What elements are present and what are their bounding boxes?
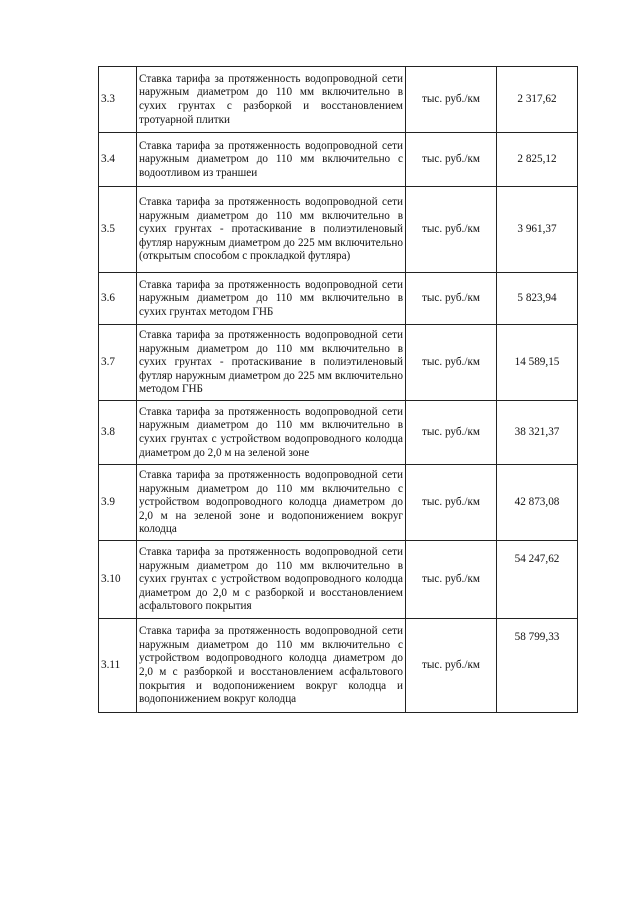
row-unit: тыс. руб./км: [406, 325, 497, 401]
row-value: 2 825,12: [497, 133, 578, 187]
row-description: Ставка тарифа за протяженность водопроводной сети наружным диаметром до 110 мм включительно с устройством водопроводного колодца диаметром до 2,0 м на зеленой зоне и водопонижением вокруг колодца: [137, 464, 406, 540]
row-value: 54 247,62: [497, 540, 578, 618]
table-row: [99, 325, 578, 401]
row-number: 3.6: [99, 273, 137, 325]
row-value: 14 589,15: [497, 325, 578, 401]
row-number: 3.11: [99, 618, 137, 712]
document-page: [98, 66, 567, 713]
row-description: Ставка тарифа за протяженность водопроводной сети наружным диаметром до 110 мм включительно в сухих грунтах методом ГНБ: [137, 273, 406, 325]
row-number: 3.4: [99, 133, 137, 187]
table-row: [99, 133, 578, 187]
row-value: 2 317,62: [497, 67, 578, 133]
tariff-table: [98, 66, 578, 713]
row-unit: тыс. руб./км: [406, 133, 497, 187]
table-row: [99, 540, 578, 618]
row-unit: тыс. руб./км: [406, 67, 497, 133]
row-value: 5 823,94: [497, 273, 578, 325]
table-row: [99, 187, 578, 273]
row-unit: тыс. руб./км: [406, 540, 497, 618]
row-description: Ставка тарифа за протяженность водопроводной сети наружным диаметром до 110 мм включительно в сухих грунтах - протаскивание в полиэтиленовый футляр наружным диаметром до 225 мм включительно методом ГНБ: [137, 325, 406, 401]
row-value: 3 961,37: [497, 187, 578, 273]
row-value: 38 321,37: [497, 400, 578, 464]
row-unit: тыс. руб./км: [406, 273, 497, 325]
row-number: 3.9: [99, 464, 137, 540]
table-row: [99, 618, 578, 712]
row-unit: тыс. руб./км: [406, 400, 497, 464]
row-value: 42 873,08: [497, 464, 578, 540]
row-number: 3.10: [99, 540, 137, 618]
row-description: Ставка тарифа за протяженность водопроводной сети наружным диаметром до 110 мм включительно в сухих грунтах - протаскивание в полиэтиленовый футляр наружным диаметром до 225 мм включительно (открытым способом с прокладкой футляра): [137, 187, 406, 273]
row-description: Ставка тарифа за протяженность водопроводной сети наружным диаметром до 110 мм включительно в сухих грунтах с устройством водопроводного колодца диаметром до 2,0 м на зеленой зоне: [137, 400, 406, 464]
row-number: 3.5: [99, 187, 137, 273]
row-number: 3.3: [99, 67, 137, 133]
row-unit: тыс. руб./км: [406, 464, 497, 540]
table-row: [99, 464, 578, 540]
table-row: [99, 67, 578, 133]
row-value: 58 799,33: [497, 618, 578, 712]
row-description: Ставка тарифа за протяженность водопроводной сети наружным диаметром до 110 мм включительно с водоотливом из траншеи: [137, 133, 406, 187]
row-description: Ставка тарифа за протяженность водопроводной сети наружным диаметром до 110 мм включительно с устройством водопроводного колодца диаметром до 2,0 м с разборкой и восстановлением асфальтового покрытия и водопонижением вокруг колодца и водопонижением вокруг колодца: [137, 618, 406, 712]
table-row: [99, 400, 578, 464]
row-unit: тыс. руб./км: [406, 187, 497, 273]
row-description: Ставка тарифа за протяженность водопроводной сети наружным диаметром до 110 мм включительно в сухих грунтах с разборкой и восстановлением тротуарной плитки: [137, 67, 406, 133]
row-number: 3.8: [99, 400, 137, 464]
row-number: 3.7: [99, 325, 137, 401]
table-row: [99, 273, 578, 325]
row-unit: тыс. руб./км: [406, 618, 497, 712]
row-description: Ставка тарифа за протяженность водопроводной сети наружным диаметром до 110 мм включительно в сухих грунтах с устройством водопроводного колодца диаметром до 2,0 м с разборкой и восстановлением асфальтового покрытия: [137, 540, 406, 618]
